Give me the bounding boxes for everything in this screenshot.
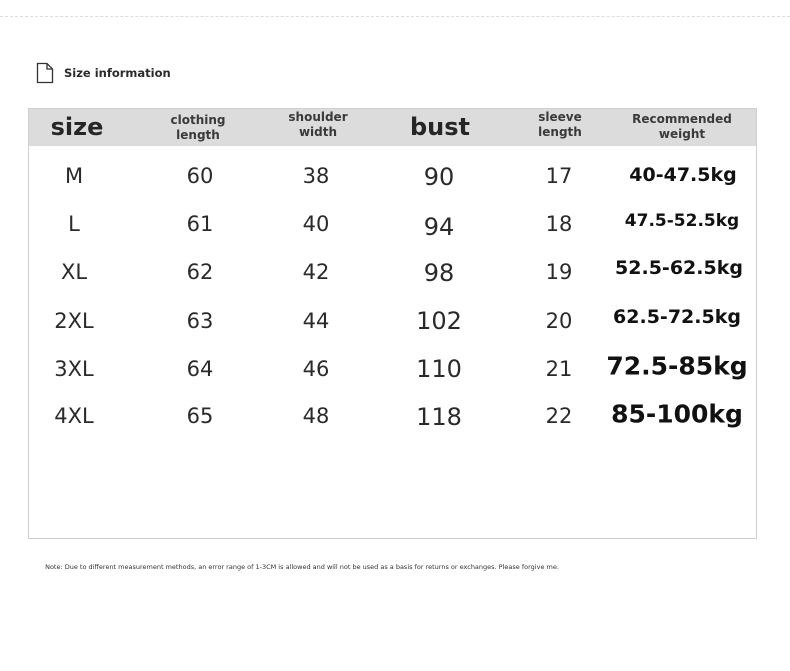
header-shoulder-width: shoulder width [288, 110, 348, 139]
header-bust: bust [409, 113, 471, 141]
cell-shoulder-width: 40 [302, 212, 330, 236]
cell-clothing-length: 64 [186, 357, 214, 381]
size-table [28, 108, 757, 539]
cell-bust: 94 [423, 213, 455, 241]
cell-clothing-length: 61 [186, 212, 214, 236]
cell-sleeve-length: 22 [545, 404, 573, 428]
header-clothing-length: clothing length [170, 113, 226, 142]
cell-sleeve-length: 21 [545, 357, 573, 381]
cell-sleeve-length: 18 [545, 212, 573, 236]
section-header [36, 62, 171, 84]
cell-recommended-weight: 85-100kg [611, 399, 743, 429]
cell-recommended-weight: 47.5-52.5kg [624, 211, 740, 231]
cell-shoulder-width: 46 [302, 357, 330, 381]
cell-sleeve-length: 20 [545, 309, 573, 333]
cell-sleeve-length: 17 [545, 164, 573, 188]
cell-bust: 102 [416, 307, 462, 335]
cell-size-m: M [64, 164, 84, 188]
header-size: size [50, 113, 104, 141]
section-title: Size information [64, 66, 171, 80]
cell-clothing-length: 60 [186, 164, 214, 188]
cell-size-2xl: 2XL [54, 309, 94, 333]
disclaimer-note: Note: Due to different measurement methods, an error range of 1-3CM is allowed and will not be used as a basis for returns or exchanges. Please forgive me. [45, 563, 559, 571]
cell-shoulder-width: 44 [302, 309, 330, 333]
cell-bust: 118 [416, 403, 462, 431]
cell-bust: 90 [423, 163, 455, 191]
cell-recommended-weight: 40-47.5kg [629, 164, 737, 186]
cell-clothing-length: 62 [186, 260, 214, 284]
cell-size-l: L [68, 212, 80, 236]
cell-size-4xl: 4XL [54, 404, 94, 428]
cell-size-xl: XL [60, 260, 88, 284]
cell-bust: 98 [423, 259, 455, 287]
cell-clothing-length: 65 [186, 404, 214, 428]
cell-clothing-length: 63 [186, 309, 214, 333]
top-dashed-divider [0, 16, 790, 17]
document-icon [36, 62, 54, 84]
cell-shoulder-width: 48 [302, 404, 330, 428]
cell-recommended-weight: 62.5-72.5kg [613, 306, 741, 328]
cell-bust: 110 [416, 355, 462, 383]
cell-shoulder-width: 42 [302, 260, 330, 284]
cell-size-3xl: 3XL [54, 357, 94, 381]
cell-sleeve-length: 19 [545, 260, 573, 284]
cell-recommended-weight: 72.5-85kg [606, 351, 748, 381]
header-recommended-weight: Recommended weight [632, 112, 732, 141]
cell-shoulder-width: 38 [302, 164, 330, 188]
cell-recommended-weight: 52.5-62.5kg [615, 257, 743, 279]
header-sleeve-length: sleeve length [538, 110, 582, 139]
